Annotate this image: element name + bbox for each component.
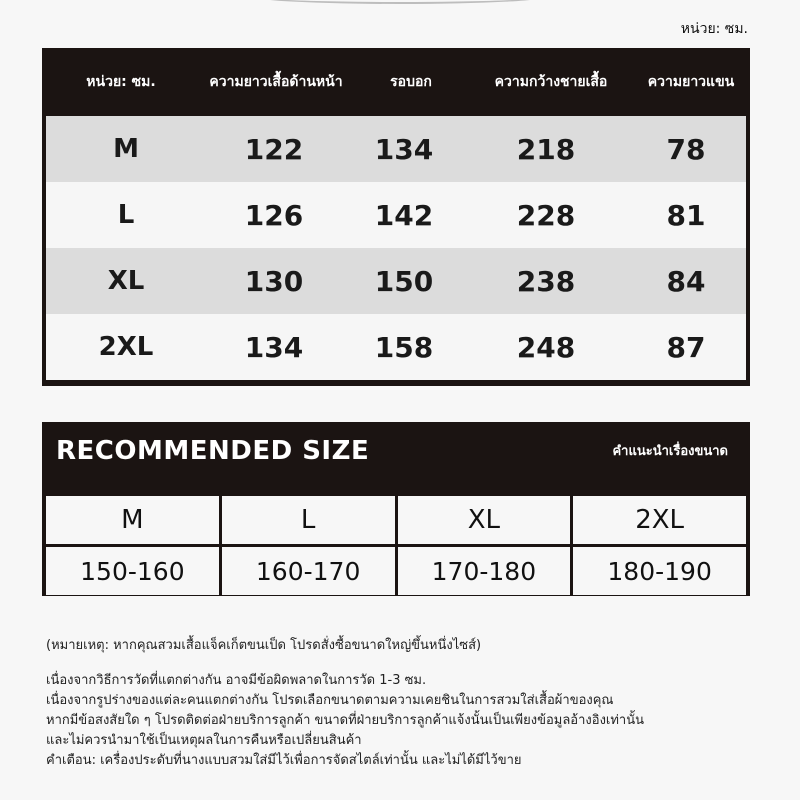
row-sleeve-length: 84 xyxy=(666,264,706,298)
note-line: และไม่ควรนำมาใช้เป็นเหตุผลในการคืนหรือเปลี่ยนสินค้า xyxy=(46,733,362,748)
row-chest: 150 xyxy=(374,264,434,298)
row-size: M xyxy=(113,134,139,164)
row-hem-width: 248 xyxy=(516,330,576,364)
row-front-length: 130 xyxy=(244,264,304,298)
header-front-length: ความยาวเสื้อด้านหน้า xyxy=(209,74,343,90)
row-front-length: 126 xyxy=(244,198,304,232)
note-line: เนื่องจากรูปร่างของแต่ละคนแตกต่างกัน โปรดเลือกขนาดตามความเคยชินในการสวมใส่เสื้อผ้าของคุณ xyxy=(46,693,614,708)
recommended-grid xyxy=(46,496,746,592)
recommended-size-xl: XL xyxy=(398,496,571,544)
row-hem-width: 218 xyxy=(516,132,576,166)
size-chart-table xyxy=(42,48,750,386)
row-sleeve-length: 87 xyxy=(666,330,706,364)
unit-note: หน่วย: ซม. xyxy=(680,21,748,37)
height-range-m: 150-160 xyxy=(46,547,219,595)
header-unit: หน่วย: ซม. xyxy=(86,74,156,90)
recommended-size-l: L xyxy=(222,496,395,544)
header-sleeve-length: ความยาวแขน xyxy=(647,74,735,90)
note-line: เนื่องจากวิธีการวัดที่แตกต่างกัน อาจมีข้อผิดพลาดในการวัด 1-3 ซม. xyxy=(46,673,427,688)
recommended-size-panel xyxy=(42,422,750,596)
row-front-length: 134 xyxy=(244,330,304,364)
row-size: 2XL xyxy=(98,332,154,362)
table-row xyxy=(46,314,746,380)
row-sleeve-length: 81 xyxy=(666,198,706,232)
table-row xyxy=(46,182,746,248)
height-range-l: 160-170 xyxy=(222,547,395,595)
table-row xyxy=(46,248,746,314)
table-row xyxy=(46,116,746,182)
row-size: XL xyxy=(107,266,145,296)
recommended-subtitle: คำแนะนำเรื่องขนาด xyxy=(612,444,728,459)
recommended-size-2xl: 2XL xyxy=(573,496,746,544)
recommended-title: RECOMMENDED SIZE xyxy=(56,436,370,466)
note-line: คำเตือน: เครื่องประดับที่นางแบบสวมใส่มีไว้เพื่อการจัดสไตล์เท่านั้น และไม่ได้มีไว้ขาย xyxy=(46,753,522,768)
row-front-length: 122 xyxy=(244,132,304,166)
top-decorative-arc xyxy=(250,0,550,4)
header-chest: รอบอก xyxy=(390,74,432,90)
notes-section xyxy=(46,634,766,771)
notes-heading: (หมายเหตุ: หากคุณสวมเสื้อแจ็คเก็ตขนเป็ด โปรดสั่งซื้อขนาดใหญ่ขึ้นหนึ่งไซส์) xyxy=(46,638,482,653)
recommended-size-m: M xyxy=(46,496,219,544)
row-hem-width: 238 xyxy=(516,264,576,298)
size-chart-header xyxy=(46,48,746,116)
height-range-2xl: 180-190 xyxy=(573,547,746,595)
height-range-xl: 170-180 xyxy=(398,547,571,595)
row-hem-width: 228 xyxy=(516,198,576,232)
row-chest: 158 xyxy=(374,330,434,364)
header-hem-width: ความกว้างชายเสื้อ xyxy=(494,74,608,90)
note-line: หากมีข้อสงสัยใด ๆ โปรดติดต่อฝ่ายบริการลูกค้า ขนาดที่ฝ่ายบริการลูกค้าแจ้งนั้นเป็นเพียงข้อมูลอ้างอิงเท่านั้น xyxy=(46,713,644,728)
row-sleeve-length: 78 xyxy=(666,132,706,166)
row-chest: 134 xyxy=(374,132,434,166)
row-chest: 142 xyxy=(374,198,434,232)
row-size: L xyxy=(117,200,135,230)
